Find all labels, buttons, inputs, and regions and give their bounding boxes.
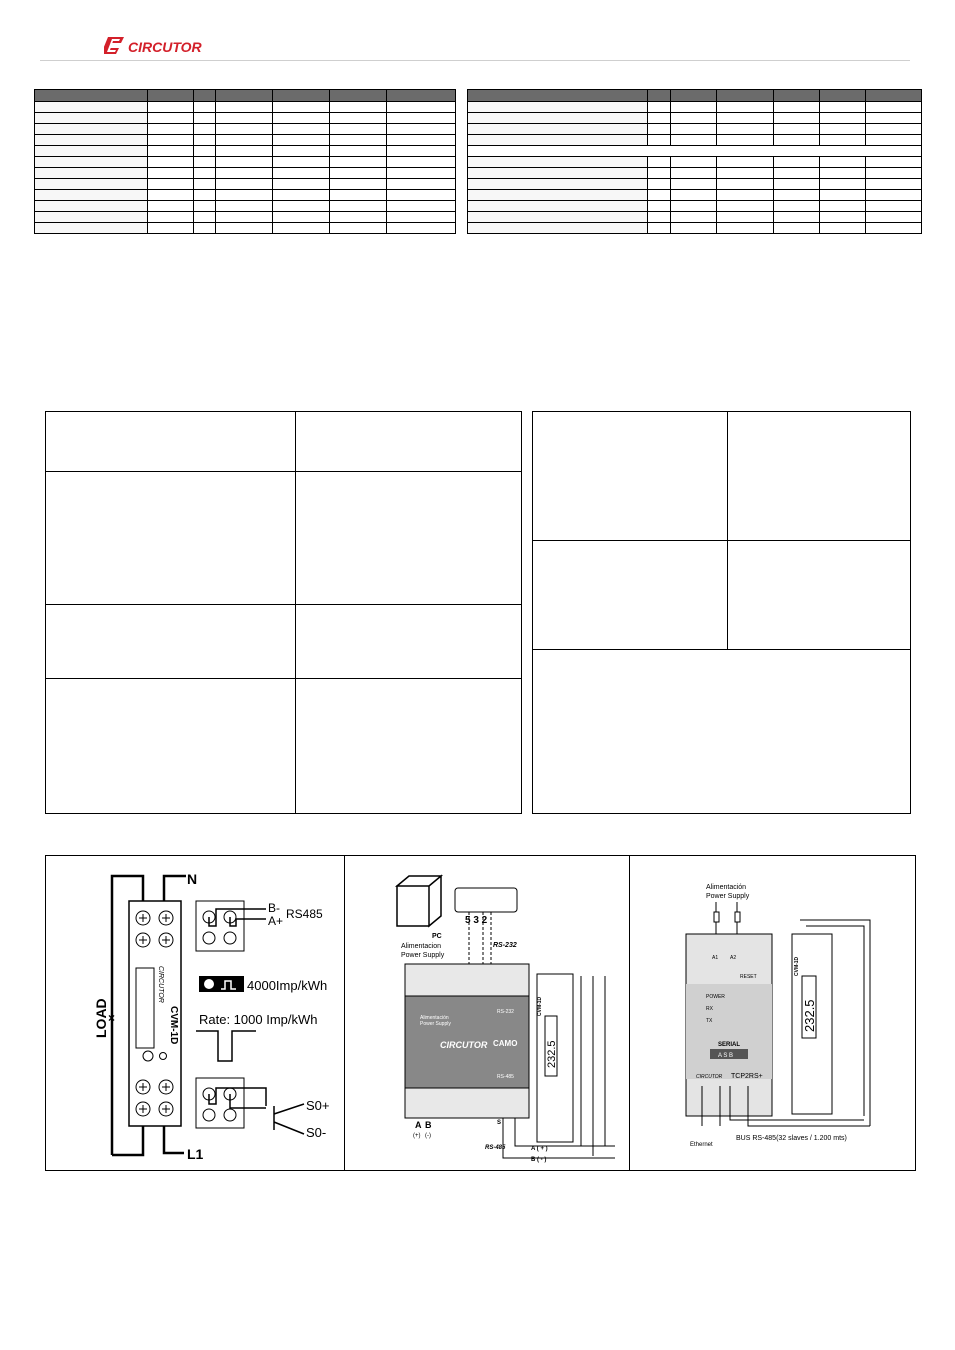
- left-table-cell: [148, 113, 194, 124]
- left-table-row: [35, 146, 456, 157]
- right-table-row: [468, 113, 922, 124]
- right-table-row: [468, 179, 922, 190]
- s-port-label: S: [497, 1120, 502, 1126]
- left-table-cell: [387, 212, 456, 223]
- header-divider: [40, 60, 910, 61]
- left-table-cell: [35, 168, 148, 179]
- left-table-cell: [330, 179, 387, 190]
- transistor-symbol: [274, 1104, 304, 1134]
- left-table-cell: [330, 102, 387, 113]
- right-table-row: [468, 168, 922, 179]
- reset-label: RESET: [740, 974, 757, 980]
- right-table-cell: [648, 157, 671, 168]
- s0-plus-label: S0+: [306, 1098, 330, 1113]
- right-table-cell: [866, 190, 922, 201]
- right-table-cell: [671, 113, 717, 124]
- right-table-cell: [820, 102, 866, 113]
- left-table-row: [35, 190, 456, 201]
- left-table-cell: [148, 179, 194, 190]
- right-table-cell: [820, 124, 866, 135]
- impulse-rate: 4000Imp/kWh: [247, 978, 328, 993]
- left-table-cell: [216, 157, 273, 168]
- bus-a-plus: A ( + ): [531, 1146, 548, 1152]
- left-table-cell: [387, 168, 456, 179]
- left-table-cell: [216, 201, 273, 212]
- right-table-cell: [717, 223, 774, 234]
- left-table-cell: [273, 212, 330, 223]
- left-table-cell: [387, 113, 456, 124]
- left-table-cell: [194, 223, 216, 234]
- left-table-row: [35, 179, 456, 190]
- right-table-row: [468, 190, 922, 201]
- right-table-row: [468, 102, 922, 113]
- left-table-cell: [273, 201, 330, 212]
- right-table-cell: [648, 190, 671, 201]
- right-table-cell: [820, 223, 866, 234]
- left-table-cell: [35, 223, 148, 234]
- right-table-cell: [774, 102, 820, 113]
- tcp-model: TCP2RS+: [731, 1073, 763, 1080]
- right-table-cell: [866, 113, 922, 124]
- pin-numbers: 5 3 2: [465, 915, 488, 926]
- left-table-cell: [330, 223, 387, 234]
- left-table-cell: [387, 190, 456, 201]
- right-table-cell: [468, 157, 648, 168]
- left-table-cell: [273, 102, 330, 113]
- power-led: POWER: [706, 994, 725, 1000]
- left-table-cell: [273, 223, 330, 234]
- left-table-cell: [148, 157, 194, 168]
- left-table-cell: [194, 102, 216, 113]
- right-table-cell: [648, 201, 671, 212]
- serial-pins: A S B: [718, 1053, 734, 1059]
- left-table-cell: [35, 102, 148, 113]
- left-table-cell: [35, 179, 148, 190]
- left-table-cell: [148, 102, 194, 113]
- right-table-cell: [468, 190, 648, 201]
- right-table-cell: [648, 223, 671, 234]
- left-table-header-row: [35, 90, 456, 102]
- left-table-cell: [194, 190, 216, 201]
- right-table-cell: [671, 212, 717, 223]
- status-led: [143, 1051, 153, 1061]
- left-table-row: [35, 113, 456, 124]
- left-table-cell: [330, 146, 387, 157]
- spec-table-left: [34, 89, 456, 234]
- right-table-cell: [774, 157, 820, 168]
- left-table-cell: [216, 179, 273, 190]
- right-table-row: [468, 223, 922, 234]
- right-table-cell: [671, 223, 717, 234]
- pulse-led: [160, 1053, 167, 1060]
- left-table-cell: [387, 124, 456, 135]
- left-table-cell: [148, 146, 194, 157]
- left-table-cell: [216, 135, 273, 146]
- left-table-cell: [216, 124, 273, 135]
- left-table-cell: [330, 201, 387, 212]
- right-table-cell: [820, 190, 866, 201]
- right-table-cell: [774, 212, 820, 223]
- left-table-cell: [35, 146, 148, 157]
- right-table-cell: [468, 135, 648, 146]
- serial-label: SERIAL: [718, 1042, 741, 1048]
- right-table-row: [468, 212, 922, 223]
- left-table-cell: [387, 179, 456, 190]
- rx-led: RX: [706, 1006, 713, 1012]
- left-table-cell: [273, 179, 330, 190]
- left-table-row: [35, 223, 456, 234]
- left-table-cell: [273, 190, 330, 201]
- right-table-section-row: [468, 146, 922, 157]
- info-box-right-row-2: [533, 649, 910, 650]
- tcp-power-en: Power Supply: [706, 893, 750, 900]
- right-table-cell: [468, 168, 648, 179]
- right-table-cell: [671, 190, 717, 201]
- right-table-cell: [820, 113, 866, 124]
- right-table-header-row: [468, 90, 922, 102]
- right-table-cell: [774, 190, 820, 201]
- left-table-cell: [273, 135, 330, 146]
- right-table-cell: [820, 90, 866, 102]
- left-table-cell: [35, 135, 148, 146]
- right-table-cell: [866, 201, 922, 212]
- right-table-cell: [671, 157, 717, 168]
- device-brand: CIRCUTOR: [157, 966, 164, 1003]
- rs485-b-minus: B-: [268, 901, 280, 915]
- left-table-cell: [35, 212, 148, 223]
- a1-terminal: A1: [712, 955, 719, 961]
- right-table-cell: [866, 135, 922, 146]
- right-table-cell: [671, 168, 717, 179]
- right-table-cell: [648, 168, 671, 179]
- camo-meter-value: 232.5: [546, 1040, 558, 1068]
- right-table-cell: [717, 179, 774, 190]
- pc-label: PC: [432, 933, 442, 940]
- left-table-row: [35, 135, 456, 146]
- right-table-cell: [468, 102, 648, 113]
- spec-table-right: [467, 89, 922, 234]
- info-box-left-row-1: [46, 471, 521, 472]
- right-table-cell: [866, 212, 922, 223]
- info-box-right-row-1: [533, 540, 910, 541]
- left-table-cell: [194, 168, 216, 179]
- right-table-cell: [820, 179, 866, 190]
- left-table-cell: [35, 157, 148, 168]
- tx-led: TX: [706, 1018, 713, 1024]
- left-table-cell: [387, 135, 456, 146]
- a2-terminal: A2: [730, 955, 737, 961]
- right-table-cell: [774, 135, 820, 146]
- camo-rs485-small: RS-485: [497, 1074, 514, 1080]
- right-table-cell: [468, 113, 648, 124]
- right-table-cell: [774, 124, 820, 135]
- left-table-cell: [273, 168, 330, 179]
- left-table-cell: [216, 146, 273, 157]
- info-box-left-row-3: [46, 678, 521, 679]
- right-table-cell: [717, 212, 774, 223]
- neutral-label: N: [187, 871, 198, 887]
- camo-panel-en: Power Supply: [420, 1021, 451, 1027]
- left-table-cell: [148, 124, 194, 135]
- right-table-cell: [671, 90, 717, 102]
- left-table-cell: [194, 90, 216, 102]
- right-table-cell: [717, 201, 774, 212]
- tcp-meter-value: 232.5: [802, 999, 817, 1032]
- right-table-cell: [866, 179, 922, 190]
- rs232-label: RS-232: [493, 942, 517, 949]
- camo-rs232-diagram: [345, 856, 629, 1170]
- right-table-cell: [717, 168, 774, 179]
- left-table-row: [35, 212, 456, 223]
- right-table-cell: [866, 223, 922, 234]
- left-table-cell: [330, 157, 387, 168]
- left-table-cell: [387, 90, 456, 102]
- left-table-cell: [216, 190, 273, 201]
- right-table-row: [468, 135, 922, 146]
- a-terminal-label: A: [415, 1120, 422, 1130]
- right-table-cell: [774, 90, 820, 102]
- info-box-right-divider: [727, 412, 728, 649]
- left-table-row: [35, 201, 456, 212]
- right-table-row: [468, 157, 922, 168]
- left-table-cell: [148, 135, 194, 146]
- left-table-cell: [216, 90, 273, 102]
- right-table-cell: [866, 102, 922, 113]
- info-box-left-divider: [295, 412, 296, 813]
- right-table-cell: [820, 168, 866, 179]
- bus-label: BUS RS-485(32 slaves / 1.200 mts): [736, 1135, 847, 1142]
- left-table-cell: [273, 146, 330, 157]
- left-table-cell: [148, 190, 194, 201]
- left-table-cell: [194, 157, 216, 168]
- left-table-cell: [387, 157, 456, 168]
- output-rate: Rate: 1000 Imp/kWh: [199, 1012, 318, 1027]
- left-table-cell: [273, 90, 330, 102]
- left-table-cell: [35, 90, 148, 102]
- pc-icon: [397, 876, 441, 926]
- b-sign: (-): [425, 1133, 431, 1139]
- rs485-a-plus: A+: [268, 914, 284, 928]
- left-table-cell: [148, 212, 194, 223]
- left-table-cell: [194, 124, 216, 135]
- right-table-cell: [717, 135, 774, 146]
- camo-model: CAMO: [493, 1039, 518, 1048]
- right-table-cell: [671, 201, 717, 212]
- tcp-meter-name: CVM-1D: [794, 956, 800, 976]
- left-table-cell: [216, 113, 273, 124]
- right-table-cell: [671, 124, 717, 135]
- left-table-cell: [148, 223, 194, 234]
- left-table-cell: [148, 90, 194, 102]
- db9-connector: [455, 888, 517, 912]
- right-table-cell: [671, 102, 717, 113]
- left-table-cell: [330, 113, 387, 124]
- right-table-cell: [648, 135, 671, 146]
- right-table-cell: [774, 223, 820, 234]
- tcp-power-es: Alimentación: [706, 884, 747, 891]
- left-table-cell: [216, 102, 273, 113]
- right-table-cell: [820, 201, 866, 212]
- left-table-row: [35, 157, 456, 168]
- right-table-cell: [866, 168, 922, 179]
- logo-wordmark: CIRCUTOR: [128, 39, 202, 55]
- right-table-cell: [774, 201, 820, 212]
- left-table-cell: [148, 168, 194, 179]
- right-table-cell: [717, 124, 774, 135]
- left-table-cell: [194, 146, 216, 157]
- info-box-right: [532, 411, 911, 814]
- right-table-row: [468, 146, 922, 157]
- right-table-cell: [468, 212, 648, 223]
- right-table-cell: [866, 124, 922, 135]
- right-table-cell: [820, 157, 866, 168]
- wiring-diagrams: [45, 855, 916, 1171]
- left-table-cell: [194, 179, 216, 190]
- right-table-cell: [648, 212, 671, 223]
- left-table-cell: [330, 190, 387, 201]
- camo-panel-es: Alimentación: [420, 1015, 449, 1021]
- left-table-cell: [330, 212, 387, 223]
- left-table-cell: [330, 90, 387, 102]
- right-table-cell: [820, 135, 866, 146]
- right-table-cell: [717, 190, 774, 201]
- a-sign: (+): [413, 1133, 421, 1139]
- right-table-cell: [717, 90, 774, 102]
- left-table-cell: [330, 135, 387, 146]
- left-table-cell: [273, 157, 330, 168]
- right-table-cell: [648, 113, 671, 124]
- left-table-cell: [194, 113, 216, 124]
- left-table-cell: [216, 212, 273, 223]
- left-table-row: [35, 124, 456, 135]
- right-table-row: [468, 124, 922, 135]
- l1-label: L1: [187, 1146, 204, 1162]
- rs485-bus-label: RS-485: [485, 1145, 506, 1151]
- tcp-brand: CIRCUTOR: [696, 1074, 723, 1080]
- right-table-cell: [774, 179, 820, 190]
- left-table-cell: [35, 113, 148, 124]
- left-table-cell: [387, 201, 456, 212]
- right-table-cell: [468, 124, 648, 135]
- b-terminal-label: B: [425, 1120, 432, 1130]
- right-table-cell: [717, 157, 774, 168]
- info-box-left: [45, 411, 522, 814]
- right-table-cell: [774, 113, 820, 124]
- load-switch-icon: ×: [108, 1011, 116, 1025]
- camo-rs232-small: RS-232: [497, 1009, 514, 1015]
- info-box-left-row-2: [46, 604, 521, 605]
- right-table-cell: [468, 179, 648, 190]
- tcp2rs-ethernet-diagram: [630, 856, 915, 1170]
- left-table-cell: [330, 124, 387, 135]
- left-table-row: [35, 168, 456, 179]
- load-label: LOAD: [93, 998, 109, 1038]
- bus-b-minus: B ( - ): [531, 1157, 547, 1163]
- power-supply-es: Alimentacion: [401, 943, 442, 950]
- right-table-cell: [648, 90, 671, 102]
- rs485-label: RS485: [286, 907, 323, 921]
- right-table-cell: [774, 168, 820, 179]
- left-table-cell: [387, 146, 456, 157]
- left-table-cell: [387, 102, 456, 113]
- ethernet-label: Ethernet: [690, 1142, 713, 1148]
- left-table-cell: [216, 223, 273, 234]
- circutor-logo: [104, 32, 232, 62]
- camo-brand: CIRCUTOR: [440, 1040, 488, 1050]
- right-table-cell: [671, 135, 717, 146]
- power-supply-en: Power Supply: [401, 952, 445, 959]
- s0-minus-label: S0-: [306, 1125, 327, 1140]
- left-table-cell: [273, 124, 330, 135]
- right-table-row: [468, 201, 922, 212]
- right-table-cell: [468, 201, 648, 212]
- camo-meter-name: CVM-1D: [537, 996, 543, 1016]
- left-table-cell: [194, 201, 216, 212]
- left-table-cell: [35, 124, 148, 135]
- left-table-cell: [35, 201, 148, 212]
- cvm-1d-wiring-diagram: [46, 856, 344, 1170]
- device-name: CVM-1D: [168, 1006, 179, 1045]
- right-table-cell: [648, 179, 671, 190]
- left-table-cell: [194, 135, 216, 146]
- left-table-cell: [35, 190, 148, 201]
- right-table-cell: [717, 113, 774, 124]
- right-table-cell: [866, 90, 922, 102]
- right-table-cell: [648, 124, 671, 135]
- right-table-cell: [468, 90, 648, 102]
- logo-mark: [104, 37, 124, 54]
- left-table-cell: [387, 223, 456, 234]
- left-table-cell: [216, 168, 273, 179]
- right-table-cell: [866, 157, 922, 168]
- right-table-cell: [648, 102, 671, 113]
- left-table-cell: [330, 168, 387, 179]
- right-table-cell: [717, 102, 774, 113]
- right-table-cell: [671, 179, 717, 190]
- left-table-cell: [273, 113, 330, 124]
- left-table-row: [35, 102, 456, 113]
- left-table-cell: [148, 201, 194, 212]
- right-table-cell: [468, 223, 648, 234]
- right-table-cell: [820, 212, 866, 223]
- left-table-cell: [194, 212, 216, 223]
